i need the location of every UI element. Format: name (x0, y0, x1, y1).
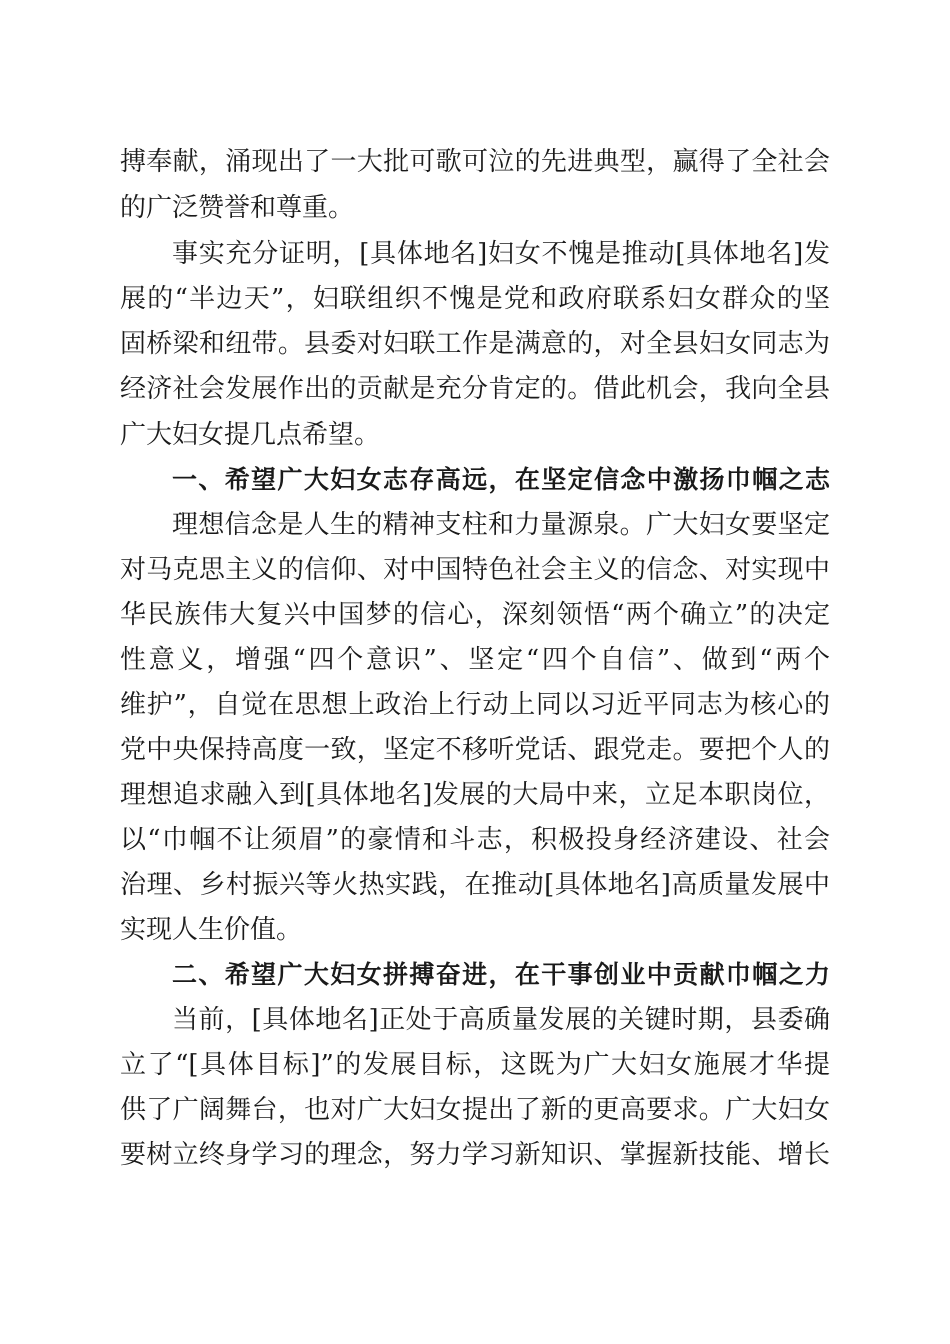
text-line: 搏奉献，涌现出了一大批可歌可泣的先进典型，赢得了全社会 (120, 147, 830, 177)
paragraph-start-line: 理想信念是人生的精神支柱和力量源泉。广大妇女要坚定 (172, 510, 830, 540)
text-line: 对马克思主义的信仰、对中国特色社会主义的信念、对实现中 (120, 555, 830, 585)
text-line: 以“巾帼不让须眉”的豪情和斗志，积极投身经济建设、社会 (120, 825, 830, 855)
text-line: 理想追求融入到[具体地名]发展的大局中来，立足本职岗位， (120, 780, 830, 810)
text-line: 性意义，增强“四个意识”、坚定“四个自信”、做到“两个 (120, 645, 830, 675)
text-line: 固桥梁和纽带。县委对妇联工作是满意的，对全县妇女同志为 (120, 329, 830, 359)
paragraph-start-line: 事实充分证明，[具体地名]妇女不愧是推动[具体地名]发 (172, 239, 830, 269)
text-line: 要树立终身学习的理念，努力学习新知识、掌握新技能、增长 (120, 1140, 830, 1170)
section-heading-1: 一、希望广大妇女志存高远，在坚定信念中激扬巾帼之志 (172, 465, 830, 494)
section-heading-2: 二、希望广大妇女拼搏奋进，在干事创业中贡献巾帼之力 (172, 960, 830, 989)
text-line: 的广泛赞誉和尊重。 (120, 193, 355, 223)
text-line: 展的“半边天”，妇联组织不愧是党和政府联系妇女群众的坚 (120, 284, 830, 314)
text-line: 维护”，自觉在思想上政治上行动上同以习近平同志为核心的 (120, 690, 830, 720)
paragraph-start-line: 当前，[具体地名]正处于高质量发展的关键时期，县委确 (172, 1005, 830, 1035)
text-line: 立了“[具体目标]”的发展目标，这既为广大妇女施展才华提 (120, 1050, 830, 1080)
text-line: 党中央保持高度一致，坚定不移听党话、跟党走。要把个人的 (120, 735, 830, 765)
text-line: 华民族伟大复兴中国梦的信心，深刻领悟“两个确立”的决定 (120, 600, 830, 630)
text-line: 供了广阔舞台，也对广大妇女提出了新的更高要求。广大妇女 (120, 1095, 830, 1125)
text-line: 治理、乡村振兴等火热实践，在推动[具体地名]高质量发展中 (120, 870, 830, 900)
text-line: 实现人生价值。 (120, 915, 303, 945)
text-line: 经济社会发展作出的贡献是充分肯定的。借此机会，我向全县 (120, 374, 830, 404)
text-line: 广大妇女提几点希望。 (120, 420, 381, 450)
